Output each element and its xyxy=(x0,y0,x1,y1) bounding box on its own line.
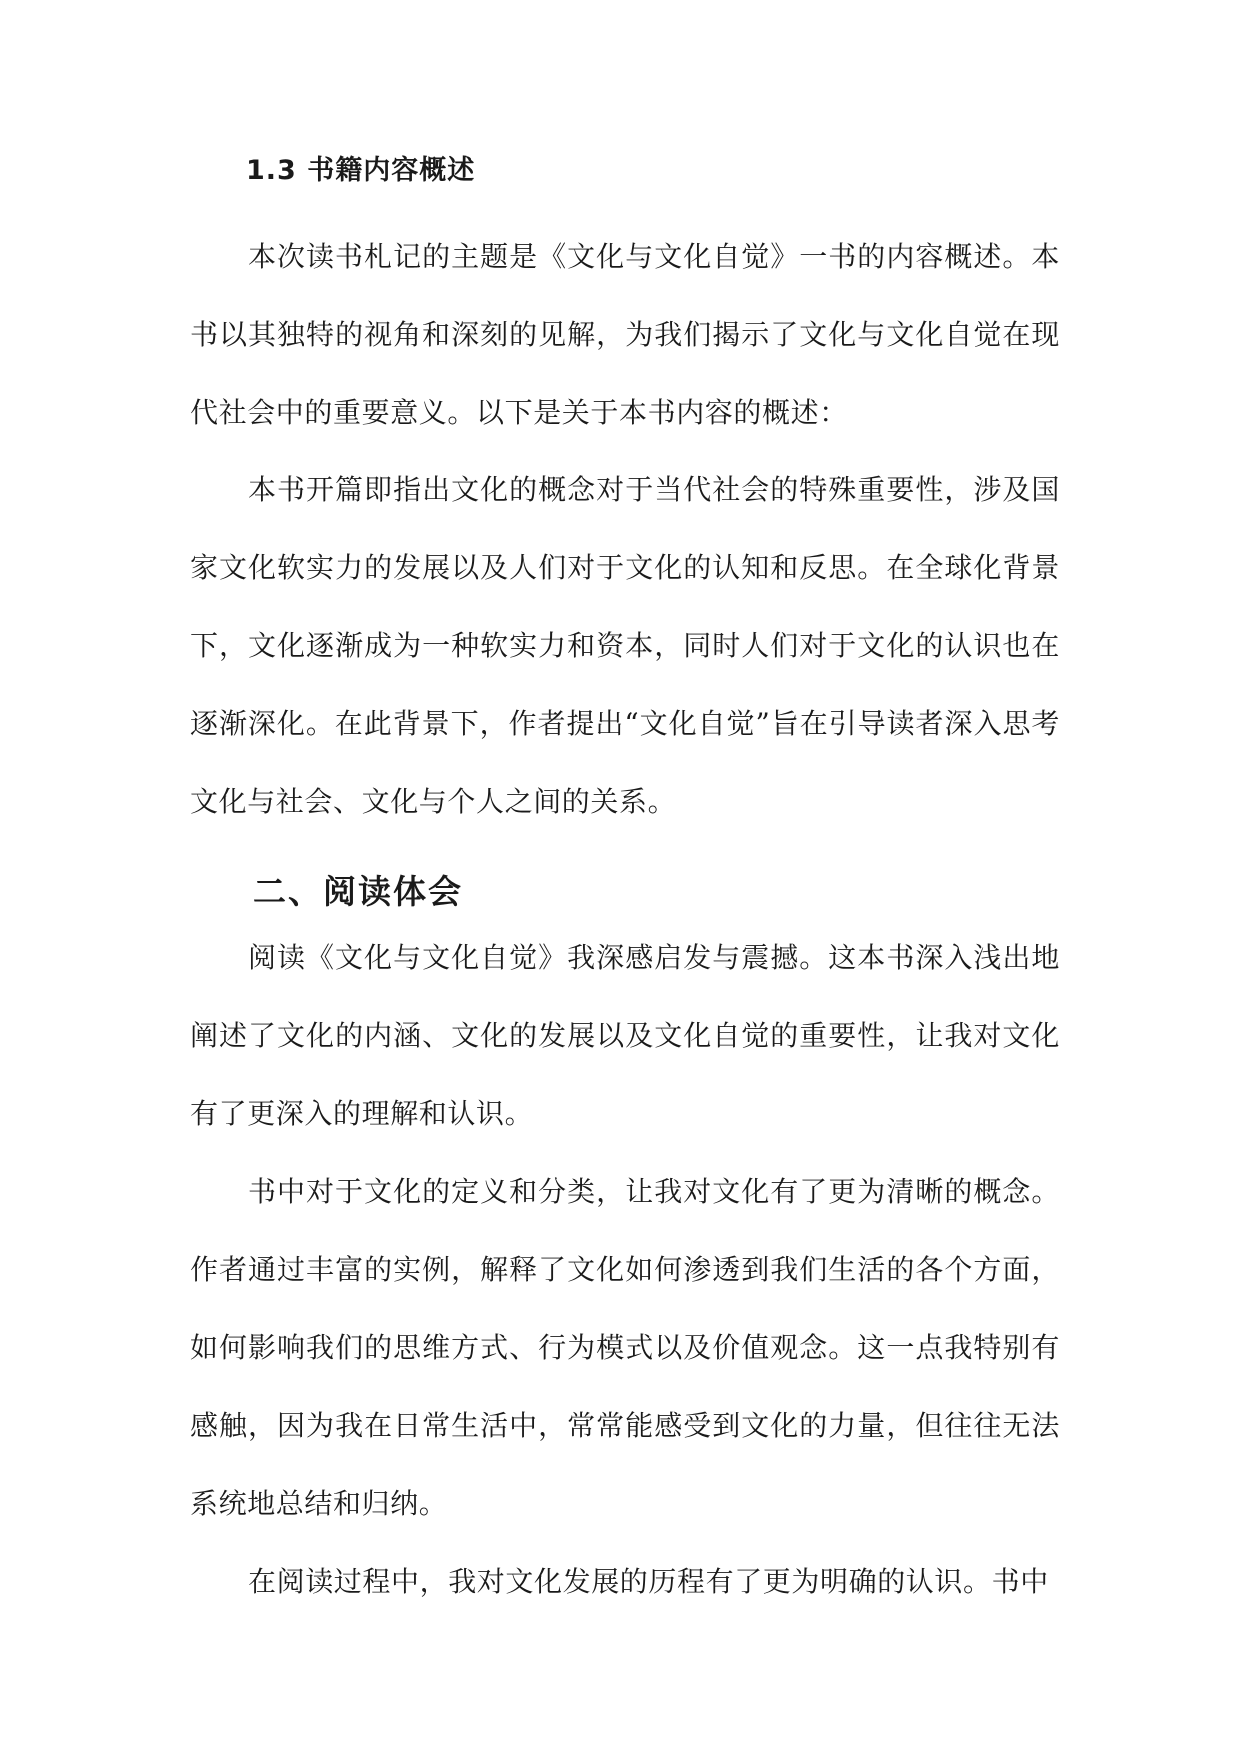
paragraph-culture-history: 在阅读过程中，我对文化发展的历程有了更为明确的认识。书中 xyxy=(248,1565,1049,1598)
paragraph-book-overview: 本次读书札记的主题是《文化与文化自觉》一书的内容概述。本书以其独特的视角和深刻的见解，为我们揭示了文化与文化自觉在现代社会中的重要意义。以下是关于本书内容的概述： xyxy=(190,240,1060,429)
paragraph-book-opening: 本书开篇即指出文化的概念对于当代社会的特殊重要性，涉及国家文化软实力的发展以及人们对于文化的认知和反思。在全球化背景下，文化逐渐成为一种软实力和资本，同时人们对于文化的认识也在逐渐深化。在此背景下，作者提出“文化自觉”旨在引导读者深入思考文化与社会、文化与个人之间的关系。 xyxy=(190,473,1060,818)
section-1-3-heading: 1.3 书籍内容概述 xyxy=(246,155,476,186)
paragraph-reading-impression: 阅读《文化与文化自觉》我深感启发与震撼。这本书深入浅出地阐述了文化的内涵、文化的发展以及文化自觉的重要性，让我对文化有了更深入的理解和认识。 xyxy=(190,941,1060,1130)
paragraph-culture-definition: 书中对于文化的定义和分类，让我对文化有了更为清晰的概念。作者通过丰富的实例，解释了文化如何渗透到我们生活的各个方面，如何影响我们的思维方式、行为模式以及价值观念。这一点我特别有感触，因为我在日常生活中，常常能感受到文化的力量，但往往无法系统地总结和归纳。 xyxy=(190,1175,1060,1520)
section-2-heading: 二、阅读体会 xyxy=(253,872,463,911)
